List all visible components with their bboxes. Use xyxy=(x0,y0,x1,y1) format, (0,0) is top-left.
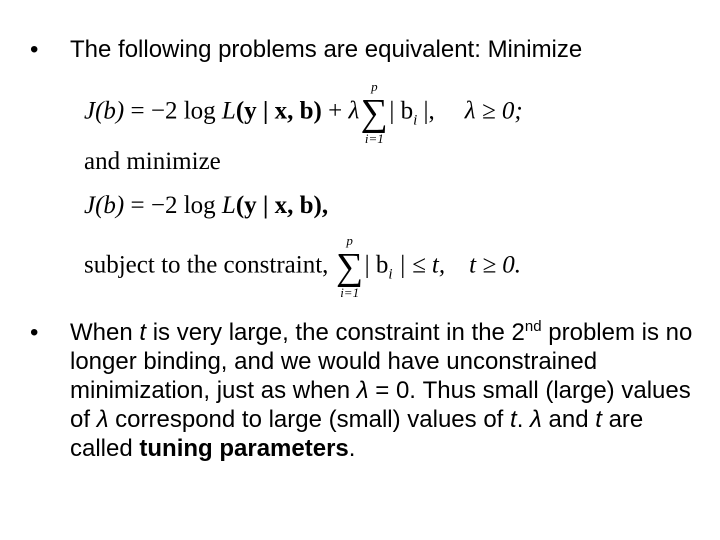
eq1-plus: + xyxy=(321,97,349,125)
eq1-L: L xyxy=(221,97,236,125)
text-run: . xyxy=(516,406,531,433)
symbol-t: t xyxy=(510,406,517,433)
eq1-eq: = −2 log xyxy=(124,97,222,125)
sum-sign: ∑ xyxy=(360,92,388,134)
text-run: are called xyxy=(70,406,644,462)
sum-upper: p xyxy=(371,79,378,94)
ordinal-suffix: nd xyxy=(524,318,542,335)
eq1-abs-end: |, xyxy=(417,97,435,125)
bullet-text: The following problems are equivalent: Minimize xyxy=(70,36,583,63)
text-run: When xyxy=(70,319,140,346)
and-minimize-text: and minimize xyxy=(84,148,221,175)
text-run: and xyxy=(541,406,596,433)
eq1-lhs: J(b) xyxy=(84,97,125,125)
equation-2 xyxy=(84,192,328,220)
text-run: . xyxy=(348,435,356,462)
sum-symbol-2 xyxy=(335,234,365,300)
eq3-cond: t ≥ 0. xyxy=(469,251,522,279)
bullet-text xyxy=(30,318,700,463)
symbol-t: t xyxy=(595,406,602,433)
bullet-point-1 xyxy=(30,35,700,64)
eq2-eq: = −2 log xyxy=(124,192,222,219)
eq3-prefix: subject to the constraint, xyxy=(84,251,335,279)
eq3-abs-sub: i xyxy=(388,266,393,283)
text-run: is very large, the constraint in the 2 xyxy=(146,319,525,346)
eq3-abs-end: | ≤ t, xyxy=(392,251,446,279)
eq3-abs: | b xyxy=(364,251,389,279)
bullet-marker: • xyxy=(30,36,39,63)
eq1-abs: | b xyxy=(389,97,414,125)
symbol-lambda: λ xyxy=(96,406,109,433)
equation-3 xyxy=(84,234,521,300)
text-run: problem is no longer binding, and we would have unconstrained minimization, just as when xyxy=(70,319,693,404)
sum-upper: p xyxy=(346,233,353,248)
symbol-lambda: λ xyxy=(530,406,542,433)
eq2-args: (y | x, b), xyxy=(235,192,329,219)
eq1-args: (y | x, b) xyxy=(235,97,322,125)
text-run: correspond to large (small) values of xyxy=(108,406,511,433)
tuning-parameters-term: tuning parameters xyxy=(139,435,349,462)
bullet-marker: • xyxy=(30,319,39,346)
eq1-abs-sub: i xyxy=(413,112,418,129)
symbol-lambda: λ xyxy=(356,377,369,404)
sum-lower: i=1 xyxy=(364,131,384,146)
text-run: = 0. Thus small (large) values of xyxy=(70,377,691,433)
eq1-cond: λ ≥ 0; xyxy=(464,97,523,125)
eq1-lambda: λ xyxy=(348,97,360,125)
sum-symbol-1 xyxy=(359,80,389,146)
equation-1 xyxy=(84,80,523,146)
sum-sign: ∑ xyxy=(336,246,364,288)
bullet-point-2 xyxy=(30,318,700,463)
eq2-L: L xyxy=(221,192,236,219)
sum-lower: i=1 xyxy=(340,285,360,300)
eq2-lhs: J(b) xyxy=(84,192,125,219)
symbol-t: t xyxy=(139,319,147,346)
